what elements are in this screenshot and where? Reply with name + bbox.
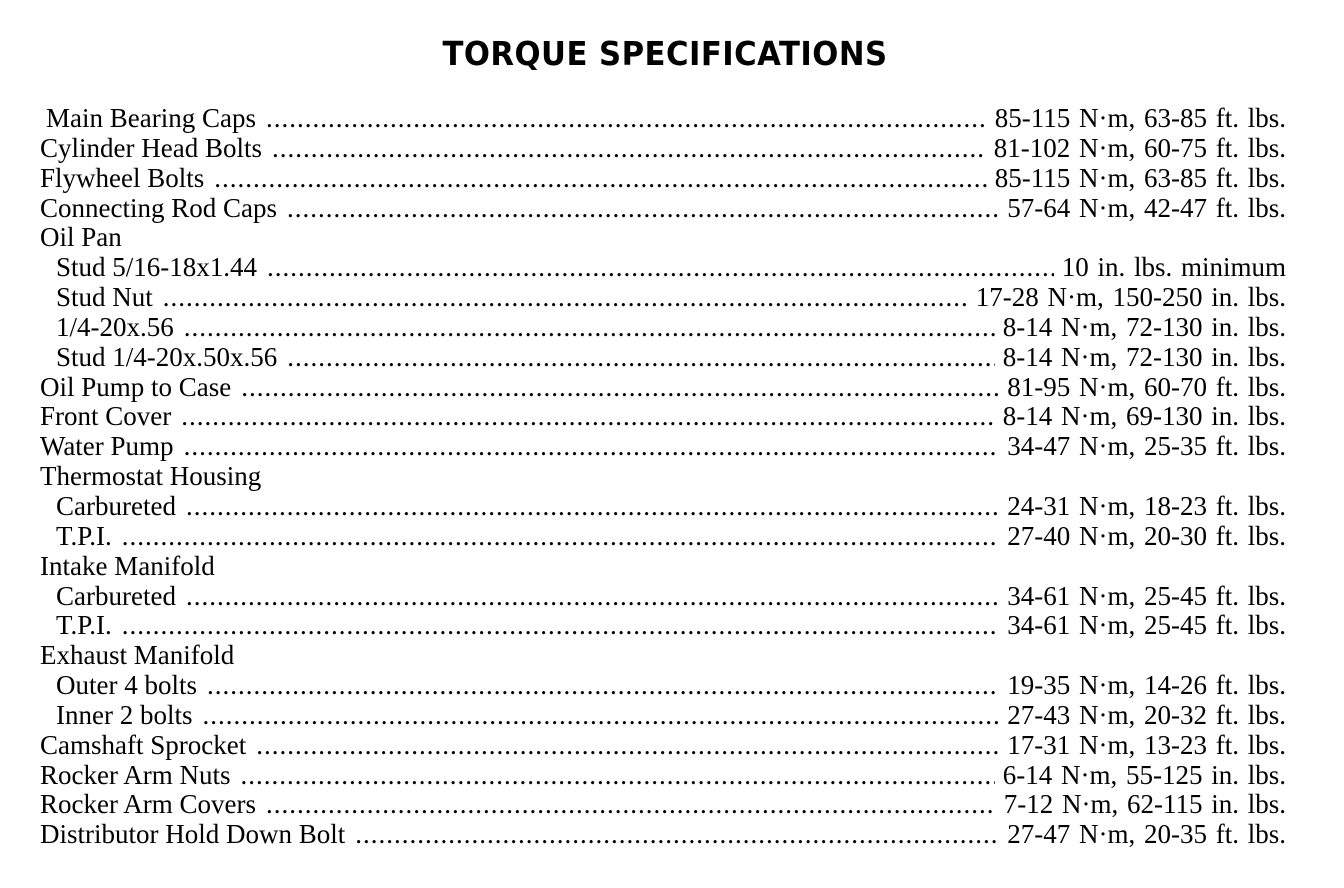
dot-leader [241,373,999,403]
dot-leader [184,313,995,343]
spec-value: 19-35 N·m, 14-26 ft. lbs. [1007,671,1286,701]
spec-row [40,343,1286,373]
dot-leader [256,731,999,761]
spec-label: Oil Pump to Case [40,372,232,402]
dot-leader [287,194,999,224]
spec-value: 27-43 N·m, 20-32 ft. lbs. [1007,700,1286,730]
dot-leader [267,253,1054,283]
spec-label: Stud Nut [56,283,153,313]
dot-leader [266,790,996,820]
spec-row [40,104,1286,134]
spec-row [40,164,1286,194]
spec-group-heading [40,223,1286,253]
spec-row [40,820,1286,850]
spec-group-heading [40,641,1286,671]
spec-row [40,432,1286,462]
dot-leader [186,492,999,522]
spec-row [40,283,1286,313]
spec-label: Carbureted [56,491,176,521]
spec-row [40,761,1286,791]
spec-row [40,373,1286,403]
spec-label: Rocker Arm Covers [40,790,256,820]
spec-value: 57-64 N·m, 42-47 ft. lbs. [1007,193,1286,223]
spec-label: T.P.I. [56,611,112,641]
spec-value: 10 in. lbs. minimum [1061,253,1286,283]
spec-value: 34-61 N·m, 25-45 ft. lbs. [1007,611,1286,641]
dot-leader [207,671,999,701]
spec-value: 17-31 N·m, 13-23 ft. lbs. [1007,730,1286,760]
spec-row [40,522,1286,552]
spec-group-label: Oil Pan [40,223,122,253]
spec-value: 34-61 N·m, 25-45 ft. lbs. [1007,581,1286,611]
dot-leader [163,283,968,313]
spec-group-heading [40,462,1286,492]
spec-value: 27-40 N·m, 20-30 ft. lbs. [1007,521,1286,551]
spec-value: 8-14 N·m, 72-130 in. lbs. [1002,342,1286,372]
spec-row [40,611,1286,641]
spec-label: Outer 4 bolts [56,671,197,701]
spec-label: Stud 5/16-18x1.44 [56,253,258,283]
spec-label: Front Cover [40,402,172,432]
spec-value: 8-14 N·m, 69-130 in. lbs. [1002,402,1286,432]
dot-leader [122,611,1000,641]
dot-leader [287,343,995,373]
spec-label: Distributor Hold Down Bolt [40,820,346,850]
spec-row [40,790,1286,820]
spec-label: Inner 2 bolts [56,700,193,730]
spec-row [40,134,1286,164]
dot-leader [272,134,986,164]
spec-value: 7-12 N·m, 62-115 in. lbs. [1003,790,1286,820]
spec-value: 17-28 N·m, 150-250 in. lbs. [975,283,1286,313]
dot-leader [186,582,999,612]
spec-row [40,731,1286,761]
spec-label: Cylinder Head Bolts [40,133,262,163]
spec-value: 81-102 N·m, 60-75 ft. lbs. [993,133,1286,163]
spec-row [40,671,1286,701]
spec-row [40,402,1286,432]
dot-leader [184,432,1000,462]
spec-label: Water Pump [40,432,174,462]
spec-group-heading [40,552,1286,582]
spec-label: Connecting Rod Caps [40,193,277,223]
spec-label: Stud 1/4-20x.50x.56 [56,342,278,372]
dot-leader [240,761,994,791]
spec-value: 81-95 N·m, 60-70 ft. lbs. [1007,372,1286,402]
spec-value: 85-115 N·m, 63-85 ft. lbs. [994,163,1286,193]
torque-spec-list [40,104,1286,850]
spec-label: Camshaft Sprocket [40,730,247,760]
spec-value: 85-115 N·m, 63-85 ft. lbs. [994,104,1286,133]
spec-row [40,194,1286,224]
spec-row [40,701,1286,731]
spec-row [40,253,1286,283]
dot-leader [355,820,999,850]
spec-row [40,313,1286,343]
page-title: TORQUE SPECIFICATIONS [442,34,888,74]
spec-value: 34-47 N·m, 25-35 ft. lbs. [1007,432,1286,462]
spec-value: 27-47 N·m, 20-35 ft. lbs. [1007,820,1286,850]
dot-leader [202,701,999,731]
spec-value: 24-31 N·m, 18-23 ft. lbs. [1007,491,1286,521]
spec-row [40,582,1286,612]
spec-group-label: Intake Manifold [40,551,215,581]
dot-leader [181,402,995,432]
spec-row [40,492,1286,522]
spec-value: 8-14 N·m, 72-130 in. lbs. [1002,312,1286,342]
spec-label: T.P.I. [56,521,112,551]
spec-label: Flywheel Bolts [40,163,205,193]
spec-group-label: Exhaust Manifold [40,641,235,671]
spec-label: Rocker Arm Nuts [40,760,231,790]
spec-label: 1/4-20x.56 [56,312,174,342]
spec-group-label: Thermostat Housing [40,462,262,492]
spec-value: 6-14 N·m, 55-125 in. lbs. [1002,760,1286,790]
dot-leader [266,104,987,134]
dot-leader [214,164,987,194]
spec-label: Carbureted [56,581,176,611]
spec-label: Main Bearing Caps [46,104,256,133]
dot-leader [122,522,1000,552]
